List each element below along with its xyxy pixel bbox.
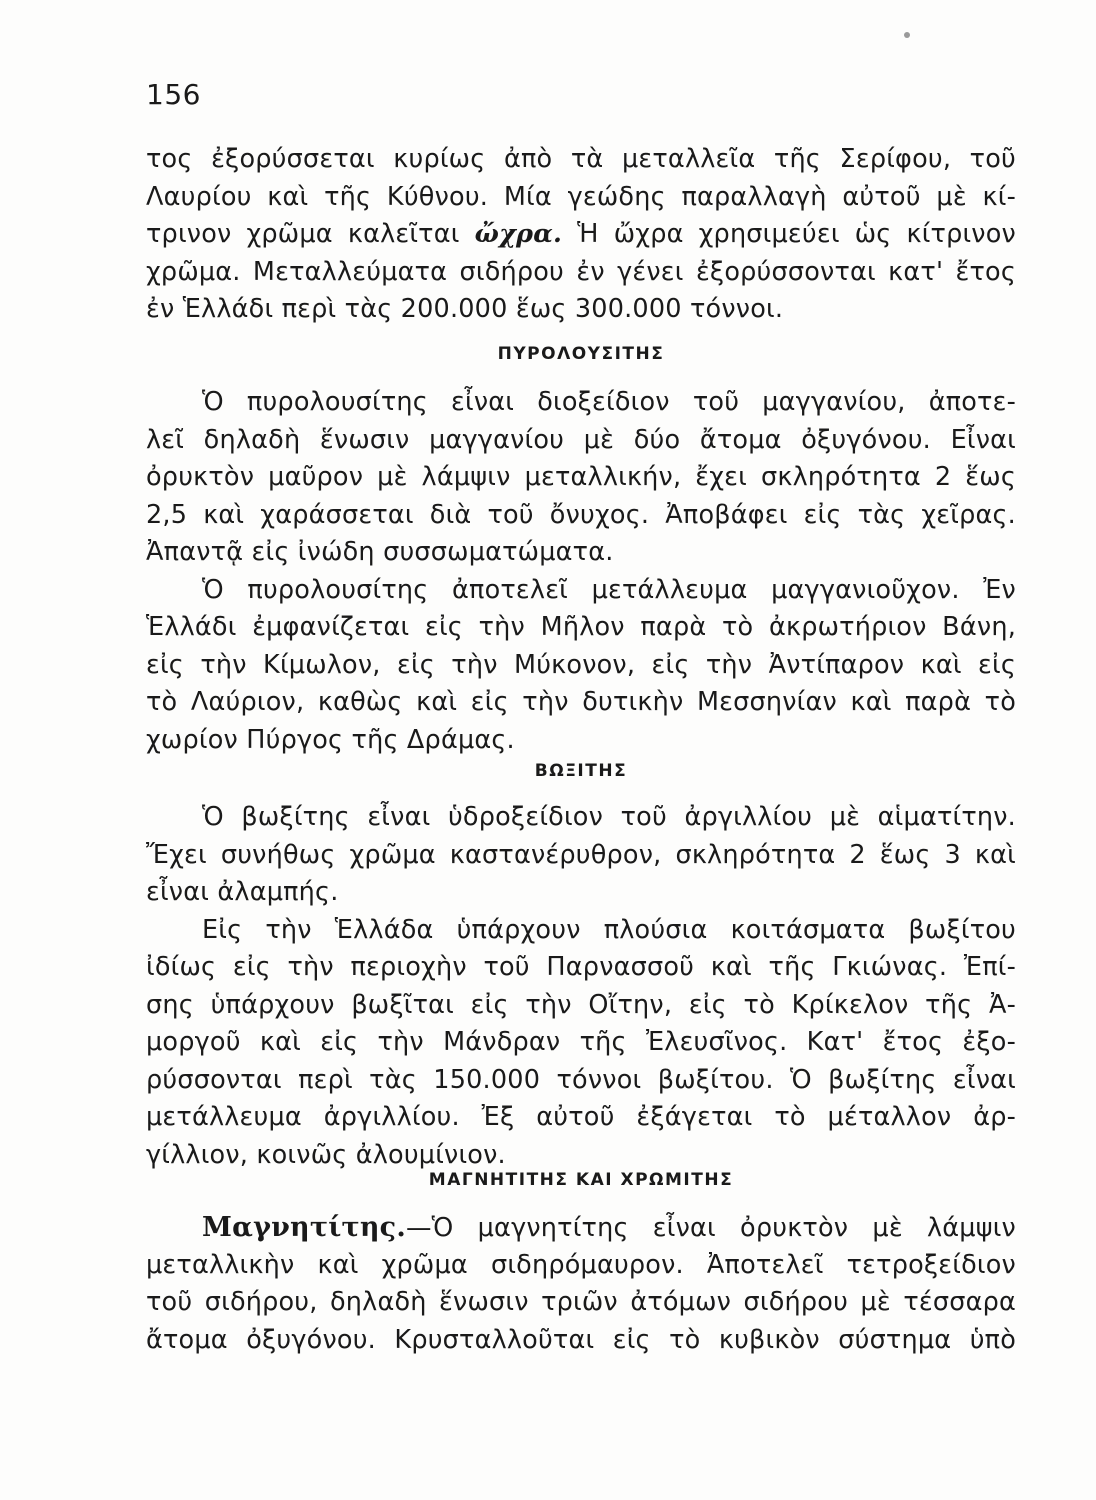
text-line: μοργοῦ καὶ εἰς τὴν Μάνδραν τῆς Ἐλευσῖνος. Κατ' ἔτος ἐξο- [146, 1027, 1016, 1057]
section-heading-pyrolusite: ΠΥΡΟΛΟΥΣΙΤΗΣ [497, 344, 665, 364]
text-line: χωρίον Πύργος τῆς Δράμας. [146, 724, 515, 755]
text-fragment: —Ὁ μαγνητίτης εἶναι ὀρυκτὸν μὲ λάμψιν [405, 1213, 1016, 1243]
text-line: εἶναι ἀλαμπής. [146, 877, 339, 907]
text-line: χρῶμα. Μεταλλεύματα σιδήρου ἐν γένει ἐξορύσσονται κατ' ἔτος [146, 256, 1016, 287]
text-line: μετάλλευμα ἀργιλλίου. Ἐξ αὐτοῦ ἐξάγεται τὸ μέταλλον ἀρ- [146, 1102, 1016, 1132]
section-heading-bauxite: ΒΩΞΙΤΗΣ [534, 761, 628, 781]
term-magnetite: Μαγνητίτης. [202, 1212, 406, 1243]
paragraph-intro [146, 141, 1016, 329]
text-line: ὀρυκτὸν μαῦρον μὲ λάμψιν μεταλλικήν, ἔχει σκληρότητα 2 ἕως [146, 462, 1016, 492]
text-line: Ὁ πυρολουσίτης εἶναι διοξείδιον τοῦ μαγγανίου, ἀποτε- [202, 387, 1016, 417]
text-line: ἄτομα ὀξυγόνου. Κρυσταλλοῦται εἰς τὸ κυβικὸν σύστημα ὑπὸ [146, 1324, 1016, 1355]
text-line: τος ἐξορύσσεται κυρίως ἀπὸ τὰ μεταλλεῖα τῆς Σερίφου, τοῦ [146, 144, 1016, 174]
section-magnetite-body [146, 1209, 1016, 1359]
paper-speck [904, 32, 910, 38]
text-line: Ἔχει συνήθως χρῶμα καστανέρυθρον, σκληρότητα 2 ἕως 3 καὶ [146, 839, 1016, 870]
section-heading-magnetite: ΜΑΓΝΗΤΙΤΗΣ ΚΑΙ ΧΡΩΜΙΤΗΣ [428, 1170, 734, 1190]
page-number: 156 [146, 78, 201, 111]
text-line: μεταλλικὴν καὶ χρῶμα σιδηρόμαυρον. Ἀποτελεῖ τετροξείδιον [146, 1249, 1016, 1280]
text-line [146, 216, 1016, 254]
text-line: Ὁ πυρολουσίτης ἀποτελεῖ μετάλλευμα μαγγανιοῦχον. Ἐν [202, 574, 1016, 605]
text-fragment: Ἡ ὤχρα χρησιμεύει ὡς κίτρινον [562, 219, 1016, 249]
text-line: Ἑλλάδι ἐμφανίζεται εἰς τὴν Μῆλον παρὰ τὸ ἀκρωτήριον Βάνη, [146, 612, 1016, 642]
text-line: ἰδίως εἰς τὴν περιοχὴν τοῦ Παρνασσοῦ καὶ τῆς Γκιώνας. Ἐπί- [146, 952, 1016, 982]
section-bauxite-body [146, 799, 1016, 1174]
text-line: ἐν Ἑλλάδι περὶ τὰς 200.000 ἕως 300.000 τόννοι. [146, 294, 784, 324]
text-line [146, 1209, 1016, 1247]
text-line: Εἰς τὴν Ἑλλάδα ὑπάρχουν πλούσια κοιτάσματα βωξίτου [202, 914, 1016, 945]
text-fragment: τρινον χρῶμα καλεῖται [146, 219, 475, 249]
text-line: 2,5 καὶ χαράσσεται διὰ τοῦ ὄνυχος. Ἀποβάφει εἰς τὰς χεῖρας. [146, 499, 1016, 530]
text-line: Ὁ βωξίτης εἶναι ὑδροξείδιον τοῦ ἀργιλλίου μὲ αἱματίτην. [202, 802, 1016, 832]
text-line: γίλλιον, κοινῶς ἀλουμίνιον. [146, 1139, 506, 1170]
text-line: ρύσσονται περὶ τὰς 150.000 τόννοι βωξίτου. Ὁ βωξίτης εἶναι [146, 1064, 1016, 1095]
text-line: λεῖ δηλαδὴ ἕνωσιν μαγγανίου μὲ δύο ἄτομα ὀξυγόνου. Εἶναι [146, 424, 1016, 455]
text-line: εἰς τὴν Κίμωλον, εἰς τὴν Μύκονον, εἰς τὴν Ἀντίπαρον καὶ εἰς [146, 649, 1016, 680]
term-ochra: ὤχρα. [474, 219, 563, 249]
text-line: τὸ Λαύριον, καθὼς καὶ εἰς τὴν δυτικὴν Μεσσηνίαν καὶ παρὰ τὸ [146, 687, 1016, 717]
text-line: Λαυρίου καὶ τῆς Κύθνου. Μία γεώδης παραλλαγὴ αὐτοῦ μὲ κί- [146, 181, 1016, 212]
text-line: σης ὑπάρχουν βωξῖται εἰς τὴν Οἴτην, εἰς τὸ Κρίκελον τῆς Ἀ- [146, 989, 1016, 1020]
text-line: τοῦ σιδήρου, δηλαδὴ ἕνωσιν τριῶν ἀτόμων σιδήρου μὲ τέσσαρα [146, 1287, 1016, 1317]
text-line: Ἀπαντᾷ εἰς ἰνώδη συσσωματώματα. [146, 537, 614, 567]
section-pyrolusite-body [146, 384, 1016, 759]
